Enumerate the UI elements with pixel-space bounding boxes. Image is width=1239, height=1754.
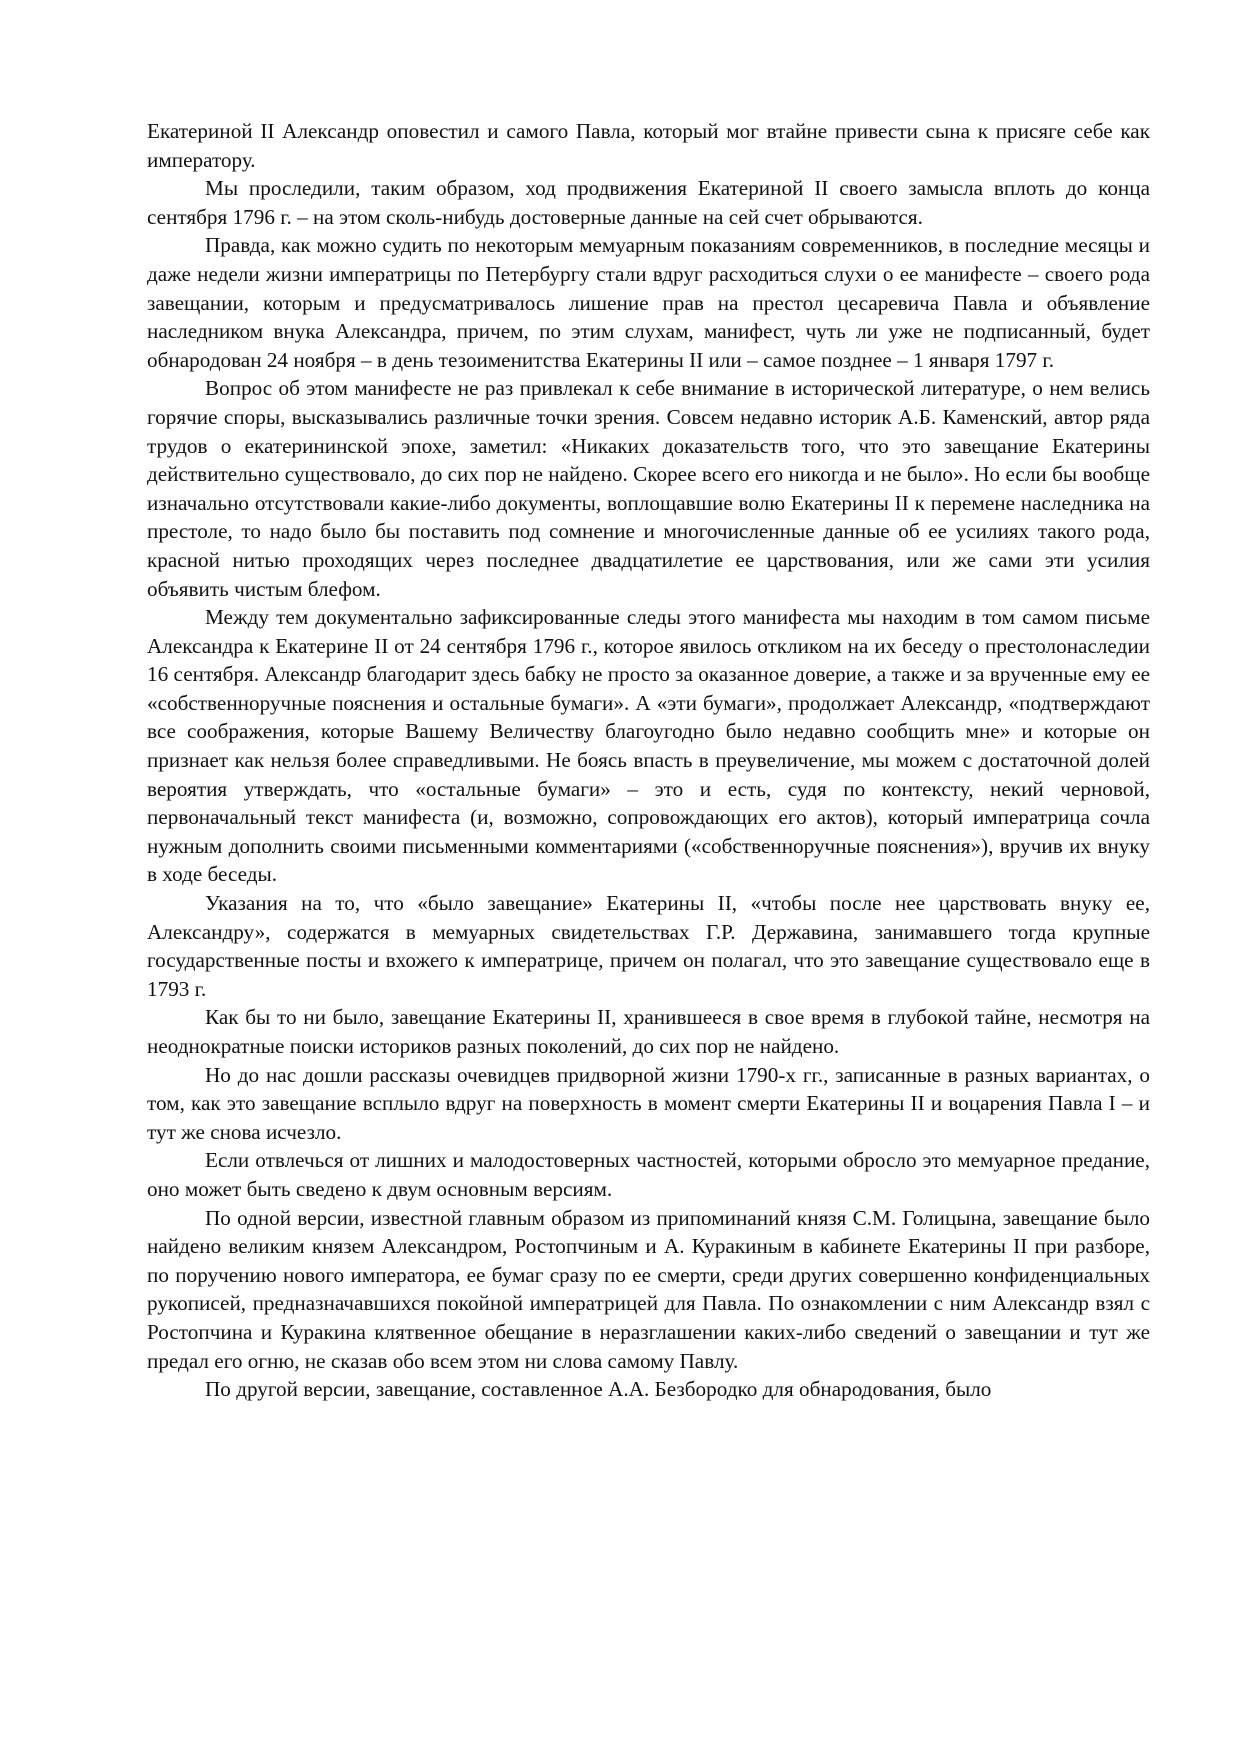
paragraph-5: Между тем документально зафиксированные следы этого манифеста мы находим в том самом письме Александра к Екатерине II от 24 сентября 1796 г., которое явилось откликом на их беседу о престолонаследии 16 сентября. Александр благодарит здесь бабку не просто за оказанное доверие, а также и за врученные ему ее «собственноручные пояснения и остальные бумаги». А «эти бумаги», продолжает Александр, «подтверждают все соображения, которые Вашему Величеству благоугодно было недавно сообщить мне» и которые он признает как нельзя более справедливыми. Не боясь впасть в преувеличение, мы можем с достаточной долей вероятия утверждать, что «остальные бумаги» – это и есть, судя по контексту, некий черновой, первоначальный текст манифеста (и, возможно, сопровождающих его актов), который императрица сочла нужным дополнить своими письменными комментариями («собственноручные пояснения»), вручив их внуку в ходе беседы. <box>147 605 1150 887</box>
paragraph-3: Правда, как можно судить по некоторым мемуарным показаниям современников, в последние месяцы и даже недели жизни императрицы по Петербургу стали вдруг расходиться слухи о ее манифесте – своего рода завещании, которым и предусматривалось лишение прав на престол цесаревича Павла и объявление наследником внука Александра, причем, по этим слухам, манифест, чуть ли уже не подписанный, будет обнародован 24 ноября – в день тезоименитства Екатерины II или – самое позднее – 1 января 1797 г. <box>147 233 1150 372</box>
paragraph-1: Екатериной II Александр оповестил и самого Павла, который мог втайне привести сына к присяге себе как императору. <box>147 119 1150 172</box>
document-page <box>147 117 1150 1404</box>
paragraph-7: Как бы то ни было, завещание Екатерины II, хранившееся в свое время в глубокой тайне, несмотря на неоднократные поиски историков разных поколений, до сих пор не найдено. <box>147 1005 1150 1058</box>
paragraph-11: По другой версии, завещание, составленное А.А. Безбородко для обнародования, было <box>205 1377 992 1402</box>
paragraph-2: Мы проследили, таким образом, ход продвижения Екатериной II своего замысла вплоть до конца сентября 1796 г. – на этом сколь-нибудь достоверные данные на сей счет обрываются. <box>147 176 1150 229</box>
paragraph-4: Вопрос об этом манифесте не раз привлекал к себе внимание в исторической литературе, о нем велись горячие споры, высказывались различные точки зрения. Совсем недавно историк А.Б. Каменский, автор ряда трудов о екатерининской эпохе, заметил: «Никаких доказательств того, что это завещание Екатерины действительно существовало, до сих пор не найдено. Скорее всего его никогда и не было». Но если бы вообще изначально отсутствовали какие-либо документы, воплощавшие волю Екатерины II к перемене наследника на престоле, то надо было бы поставить под сомнение и многочисленные данные об ее усилиях такого рода, красной нитью проходящих через последнее двадцатилетие ее царствования, или же сами эти усилия объявить чистым блефом. <box>147 376 1150 601</box>
paragraph-10: По одной версии, известной главным образом из припоминаний князя С.М. Голицына, завещание было найдено великим князем Александром, Ростопчиным и А. Куракиным в кабинете Екатерины II при разборе, по поручению нового императора, ее бумаг сразу по ее смерти, среди других совершенно конфиденциальных рукописей, предназначавшихся покойной императрицей для Павла. По ознакомлении с ним Александр взял с Ростопчина и Куракина клятвенное обещание в неразглашении каких-либо сведений о завещании и тут же предал его огню, не сказав обо всем этом ни слова самому Павлу. <box>147 1205 1150 1373</box>
paragraph-9: Если отвлечься от лишних и малодостоверных частностей, которыми обросло это мемуарное предание, оно может быть сведено к двум основным версиям. <box>147 1148 1150 1201</box>
paragraph-6: Указания на то, что «было завещание» Екатерины II, «чтобы после нее царствовать внуку ее, Александру», содержатся в мемуарных свидетельствах Г.Р. Державина, занимавшего тогда крупные государственные посты и вхожего к императрице, причем он полагал, что это завещание существовало еще в 1793 г. <box>147 891 1150 1001</box>
paragraph-8: Но до нас дошли рассказы очевидцев придворной жизни 1790-х гг., записанные в разных вариантах, о том, как это завещание всплыло вдруг на поверхность в момент смерти Екатерины II и воцарения Павла I – и тут же снова исчезло. <box>147 1062 1150 1144</box>
